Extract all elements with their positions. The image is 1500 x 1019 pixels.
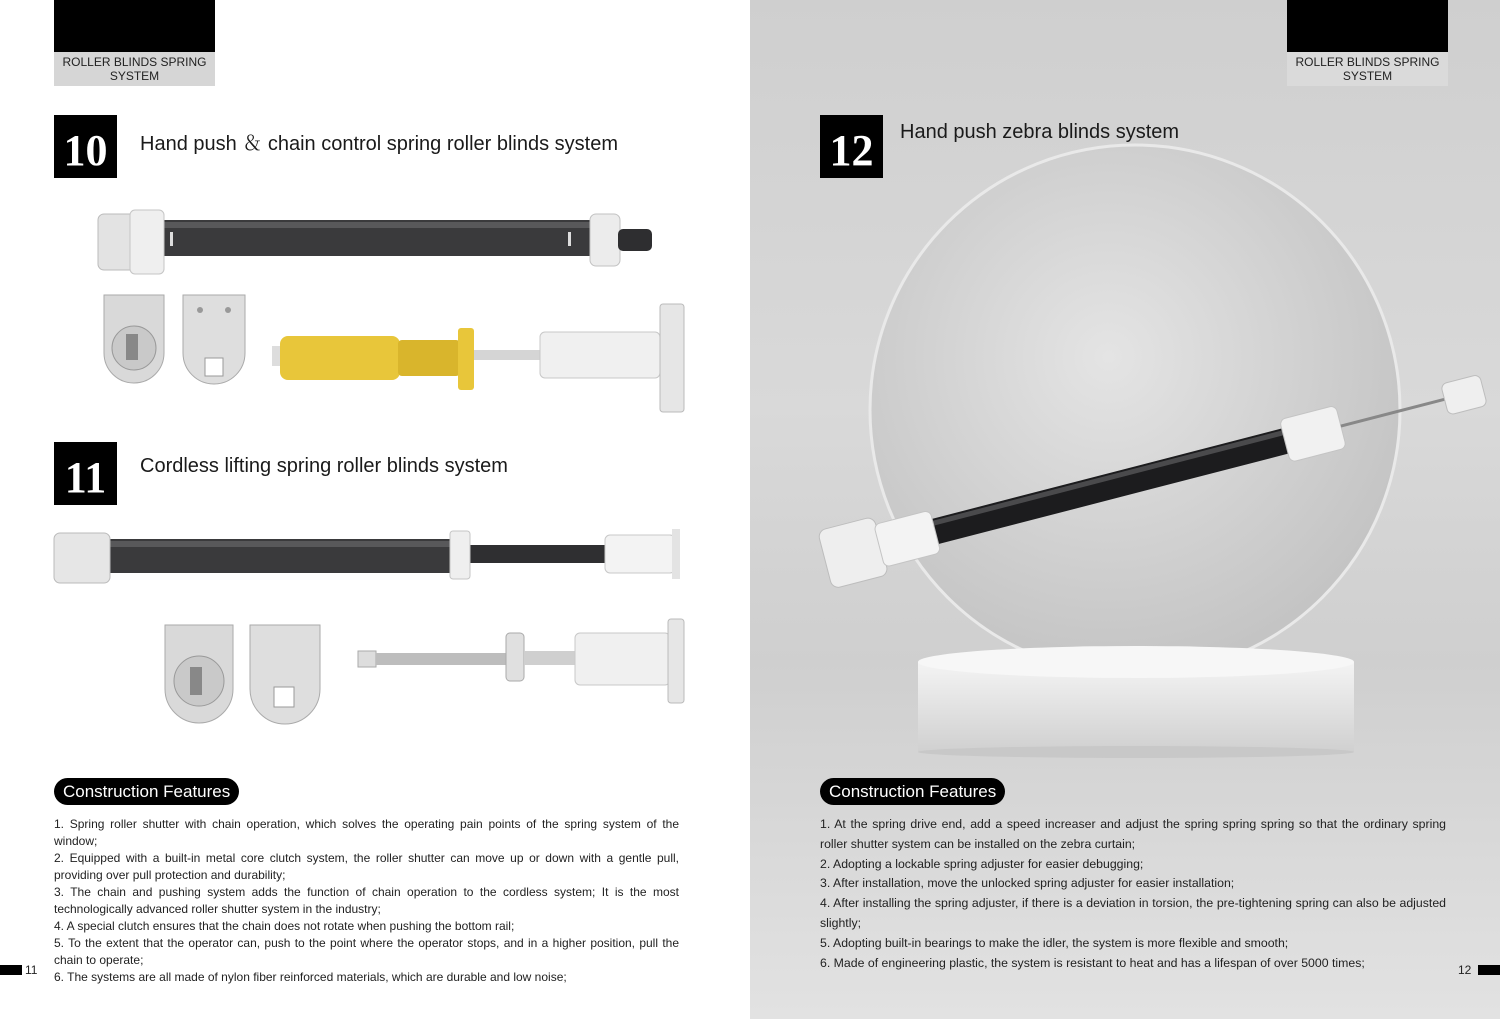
- right-page: [750, 0, 1500, 1019]
- header-tab-block: [54, 0, 215, 52]
- section-number-12: 12: [820, 115, 883, 178]
- section-title-11: Cordless lifting spring roller blinds system: [140, 455, 508, 477]
- feature-item: 6. Made of engineering plastic, the system is resistant to heat and has a lifespan of over 5000 times;: [820, 955, 1365, 970]
- features-list-right: [820, 815, 1446, 973]
- feature-item: 3. The chain and pushing system adds the function of chain operation to the cordless system; It is the most technologically advanced roller shutter system in the industry;: [54, 885, 679, 916]
- feature-item: 3. After installation, move the unlocked spring adjuster for easier installation;: [820, 876, 1235, 891]
- product-11-illustration: [50, 525, 690, 725]
- feature-item: 1. At the spring drive end, add a speed increaser and adjust the spring spring spring so that the ordinary spring roller shutter system can be installed on the zebra curtain;: [820, 817, 1446, 851]
- feature-item: 5. To the extent that the operator can, push to the point where the operator stops, and in a higher position, pull the chain to operate;: [54, 936, 679, 967]
- construction-features-heading-right: Construction Features: [820, 778, 1005, 805]
- section-number-10: 10: [54, 115, 117, 178]
- feature-item: 4. After installing the spring adjuster, if there is a deviation in torsion, the pre-tightening spring can also be adjusted slightly;: [820, 896, 1446, 930]
- feature-item: 6. The systems are all made of nylon fiber reinforced materials, which are durable and low noise;: [54, 970, 567, 984]
- page-number-right: 12: [1458, 963, 1472, 977]
- product-10-illustration: [90, 200, 690, 420]
- feature-item: 2. Equipped with a built-in metal core clutch system, the roller shutter can move up or down with a gentle pull, providing over pull protection and durability;: [54, 851, 679, 882]
- feature-item: 4. A special clutch ensures that the chain does not rotate when pushing the bottom rail;: [54, 919, 515, 933]
- construction-features-heading-left: Construction Features: [54, 778, 239, 805]
- section-title-12: Hand push zebra blinds system: [900, 121, 1180, 143]
- header-tab-label: ROLLER BLINDS SPRING SYSTEM: [54, 52, 215, 86]
- page-number-bar: [1478, 965, 1500, 975]
- page-number-bar: [0, 965, 22, 975]
- features-list-left: [54, 816, 679, 986]
- page-number-left: 11: [25, 963, 38, 977]
- feature-item: 2. Adopting a lockable spring adjuster for easier debugging;: [820, 856, 1144, 871]
- section-title-10: Hand push ＆ chain control spring roller blinds system: [140, 133, 618, 155]
- header-tab-block: [1287, 0, 1448, 52]
- feature-item: 1. Spring roller shutter with chain operation, which solves the operating pain points of the spring system of the window;: [54, 817, 679, 848]
- section-number-11: 11: [54, 442, 117, 505]
- feature-item: 5. Adopting built-in bearings to make the idler, the system is more flexible and smooth;: [820, 935, 1289, 950]
- header-tab-label: ROLLER BLINDS SPRING SYSTEM: [1287, 52, 1448, 86]
